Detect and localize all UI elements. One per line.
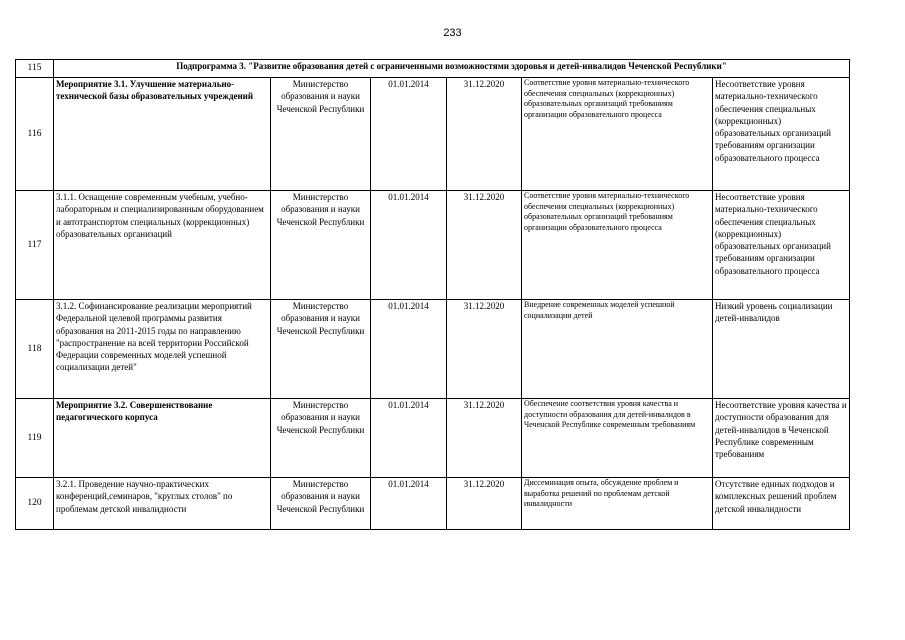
row-number: 116 (16, 78, 54, 191)
subprogram-row (16, 60, 850, 78)
consequence-cell: Отсутствие единых подходов и комплексных решений проблем детской инвалидности (713, 478, 850, 530)
activity-cell: 3.1.1. Оснащение современным учебным, учебно-лабораторным и специализированным оборудованием и автотранспортом специальных (коррекционных) образовательных организаций (54, 191, 271, 300)
activity-cell: Мероприятие 3.1. Улучшение материально-технической базы образовательных учреждений (54, 78, 271, 191)
consequence-cell: Несоответствие уровня материально-технического обеспечения специальных (коррекционных) образовательных организаций требованиям организации образовательного процесса (713, 191, 850, 300)
subprogram-title: Подпрограмма 3. "Развитие образования детей с ограниченными возможностями здоровья и детей-инвалидов Чеченской Республики" (54, 60, 850, 78)
result-cell: Диссеминация опыта, обсуждение проблем и выработка решений по проблемам детской инвалидности (522, 478, 713, 530)
row-number: 117 (16, 191, 54, 300)
result-cell: Соответствие уровня материально-технического обеспечения специальных (коррекционных) образовательных организаций требованиям организации образовательного процесса (522, 191, 713, 300)
consequence-cell: Низкий уровень социализации детей-инвалидов (713, 300, 850, 399)
row-number: 120 (16, 478, 54, 530)
result-cell: Соответствие уровня материально-технического обеспечения специальных (коррекционных) образовательных организаций требованиям организации образовательного процесса (522, 78, 713, 191)
activity-cell: Мероприятие 3.2. Совершенствование педагогического корпуса (54, 399, 271, 478)
row-number: 119 (16, 399, 54, 478)
end-date-cell: 31.12.2020 (447, 191, 522, 300)
executor-cell: Министерство образования и науки Чеченской Республики (271, 78, 371, 191)
table-row (16, 478, 850, 530)
executor-cell: Министерство образования и науки Чеченской Республики (271, 191, 371, 300)
consequence-cell: Несоответствие уровня качества и доступности образования для детей-инвалидов в Чеченской Республике современным требованиям (713, 399, 850, 478)
start-date-cell: 01.01.2014 (371, 78, 447, 191)
result-cell: Обеспечение соответствия уровня качества и доступности образования для детей-инвалидов в Чеченской Республике современным требованиям (522, 399, 713, 478)
end-date-cell: 31.12.2020 (447, 478, 522, 530)
executor-cell: Министерство образования и науки Чеченской Республики (271, 399, 371, 478)
result-cell: Внедрение современных моделей успешной социализации детей (522, 300, 713, 399)
table-row (16, 399, 850, 478)
table-row (16, 191, 850, 300)
executor-cell: Министерство образования и науки Чеченской Республики (271, 478, 371, 530)
start-date-cell: 01.01.2014 (371, 478, 447, 530)
end-date-cell: 31.12.2020 (447, 78, 522, 191)
end-date-cell: 31.12.2020 (447, 399, 522, 478)
consequence-cell: Несоответствие уровня материально-технического обеспечения специальных (коррекционных) образовательных организаций требованиям организации образовательного процесса (713, 78, 850, 191)
start-date-cell: 01.01.2014 (371, 191, 447, 300)
activity-cell: 3.1.2. Софинансирование реализации мероприятий Федеральной целевой программы развития образования на 2011-2015 годы по направлению "распространение на всей территории Российской Федерации современных моделей успешной социализации детей" (54, 300, 271, 399)
start-date-cell: 01.01.2014 (371, 300, 447, 399)
row-number: 115 (16, 60, 54, 78)
table-row (16, 300, 850, 399)
activity-cell: 3.2.1. Проведение научно-практических конференций,семинаров, "круглых столов" по проблемам детской инвалидности (54, 478, 271, 530)
start-date-cell: 01.01.2014 (371, 399, 447, 478)
program-table (15, 59, 850, 530)
executor-cell: Министерство образования и науки Чеченской Республики (271, 300, 371, 399)
row-number: 118 (16, 300, 54, 399)
page-number: 233 (443, 27, 462, 39)
table-row (16, 78, 850, 191)
end-date-cell: 31.12.2020 (447, 300, 522, 399)
